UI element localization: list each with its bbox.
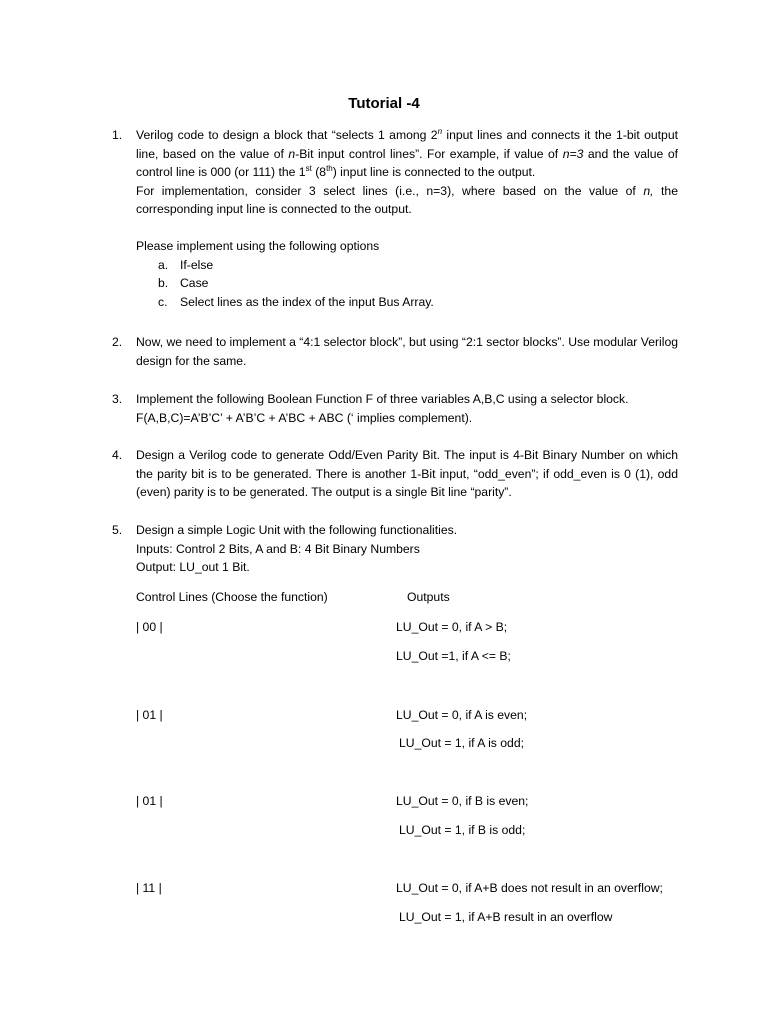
output-line: LU_Out = 1, if A is odd;	[399, 736, 524, 750]
q1-sup-st: st	[305, 164, 312, 174]
q1-text-3b: (8	[311, 165, 327, 180]
output-line: LU_Out = 0, if B is even;	[396, 794, 529, 808]
question-5	[112, 521, 678, 577]
q1-options-list	[136, 256, 678, 312]
output-line: LU_Out = 0, if A+B does not result in an overflow;	[396, 881, 663, 895]
q1-paragraph	[136, 126, 678, 182]
control-value: | 00 |	[136, 620, 163, 634]
q5-output: Output: LU_out 1 Bit.	[136, 560, 250, 575]
q1-text-2b: -Bit input control lines”. For example, if value of	[295, 146, 563, 161]
q1-implementation	[136, 182, 678, 219]
question-4-number: 4.	[112, 448, 123, 462]
q3-line-1: Implement the following Boolean Function F of three variables A,B,C using a selector block.	[136, 392, 629, 406]
list-item: b. Case	[158, 276, 209, 291]
question-5-number: 5.	[112, 523, 123, 537]
q1-sup-th: th	[326, 164, 333, 174]
q1-text-1a: Verilog code to design a block that “selects 1 among 2	[136, 128, 438, 142]
q5-line-1: Design a simple Logic Unit with the following functionalities.	[136, 523, 458, 537]
question-2	[112, 333, 678, 370]
q1-text-2a: output line, based on the value of	[136, 128, 678, 161]
output-line: LU_Out = 0, if A is even;	[396, 708, 528, 722]
page-title: Tutorial -4	[348, 95, 420, 112]
q1-text-4: For implementation, consider 3 select lines (i.e., n=3), where based on the value of	[136, 183, 644, 198]
q1-text-1b: input lines and connects it the 1-bit	[442, 128, 640, 142]
column-header-outputs: Outputs	[407, 590, 450, 604]
control-value: | 01 |	[136, 708, 163, 722]
q5-inputs: Inputs: Control 2 Bits, A and B: 4 Bit Binary Numbers	[136, 541, 420, 556]
output-line: LU_Out =1, if A <= B;	[396, 649, 511, 663]
question-1	[112, 126, 678, 311]
q1-text-3c: ) input line is connected to the output.	[332, 165, 536, 180]
control-value: | 01 |	[136, 794, 163, 808]
list-item: a. If-else	[158, 257, 214, 272]
list-item: c. Select lines as the index of the input Bus Array.	[158, 294, 434, 309]
q1-italic-n2: n,	[643, 183, 654, 198]
q2-text: Now, we need to implement a “4:1 selector block”, but using “2:1 sector blocks”. Use modular Verilog design for the same.	[136, 335, 678, 368]
q1-sup-n: n	[437, 126, 443, 136]
q4-text: Design a Verilog code to generate Odd/Even Parity Bit. The input is 4-Bit Binary Number on which the parity bit is to be generated. There is another 1-Bit input, “odd_even”; if odd_even is 0 (1), odd (even) parity is to be generated. The output is a single Bit line “parity”.	[136, 448, 678, 500]
q1-text-2c: and the	[583, 146, 630, 161]
control-value: | 11 |	[136, 881, 162, 895]
output-line: LU_Out = 1, if A+B result in an overflow	[399, 910, 613, 924]
q1-text-3a: value of control line is 000 (or 111) the 1	[136, 146, 678, 180]
question-2-number: 2.	[112, 335, 123, 349]
output-line: LU_Out = 0, if A > B;	[396, 620, 508, 634]
question-1-number: 1.	[112, 128, 123, 142]
question-4	[112, 446, 678, 502]
question-3-number: 3.	[112, 392, 123, 406]
q1-text-4b: the corresponding input line is connected to the output.	[136, 183, 678, 217]
question-3	[112, 390, 678, 427]
q1-italic-n3: n=3	[562, 146, 584, 161]
output-line: LU_Out = 1, if B is odd;	[399, 823, 526, 837]
column-header-control: Control Lines (Choose the function)	[136, 590, 328, 604]
q1-italic-n: n	[288, 146, 296, 161]
q1-options-intro: Please implement using the following options	[136, 238, 380, 253]
q3-boolean-function: F(A,B,C)=A’B’C’ + A’B’C + A’BC + ABC (‘ implies complement).	[136, 410, 473, 425]
